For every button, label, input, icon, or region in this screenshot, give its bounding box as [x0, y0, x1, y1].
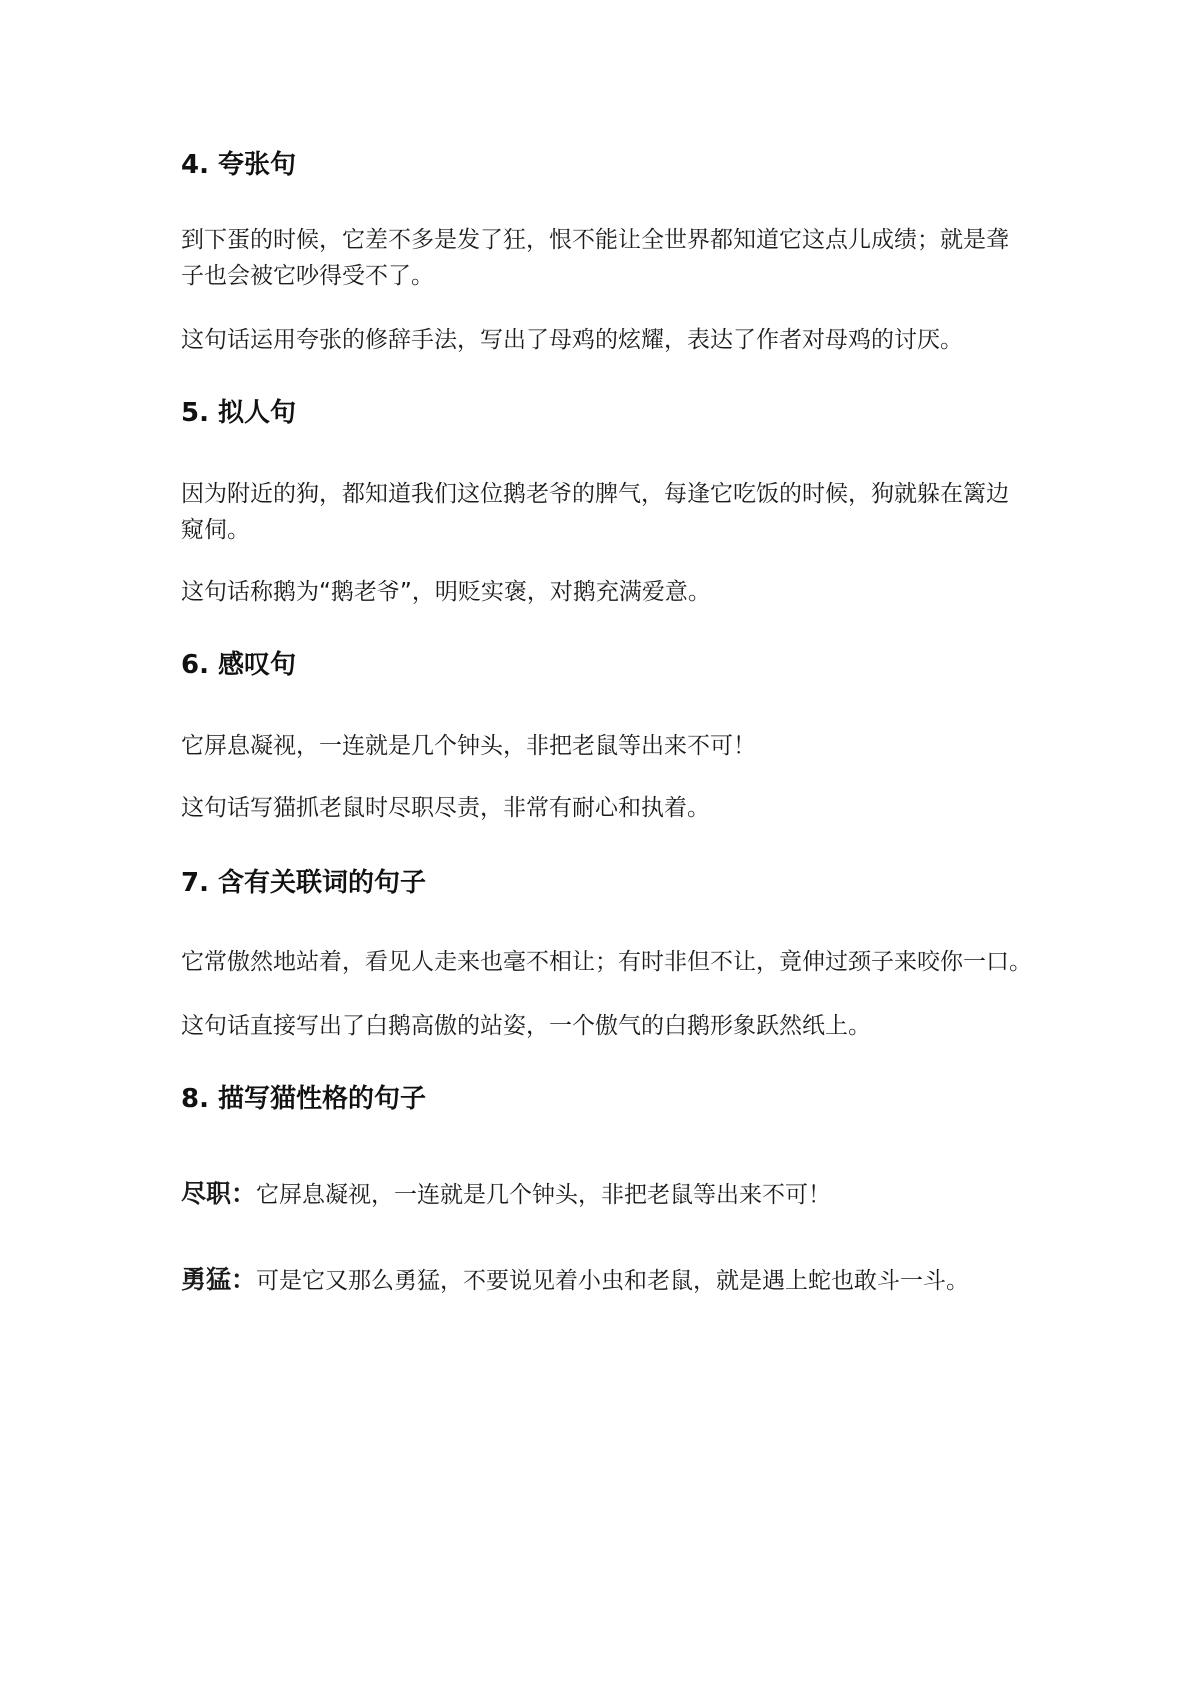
trait-text: 可是它又那么勇猛，不要说见着小虫和老鼠，就是遇上蛇也敢斗一斗。	[256, 1268, 970, 1294]
analysis-4: 这句话运用夸张的修辞手法，写出了母鸡的炫耀，表达了作者对母鸡的讨厌。	[181, 327, 963, 353]
analysis-5: 这句话称鹅为“鹅老爷”，明贬实褒，对鹅充满爱意。	[181, 579, 711, 605]
trait-label: 勇猛：	[181, 1265, 257, 1294]
section-heading-5: 5. 拟人句	[181, 398, 297, 428]
section-heading-6: 6. 感叹句	[181, 650, 297, 680]
trait-item-dutiful	[181, 1176, 1021, 1213]
section-heading-4: 4. 夸张句	[181, 150, 297, 180]
example-sentence-4: 到下蛋的时候，它差不多是发了狂，恨不能让全世界都知道它这点儿成绩；就是聋子也会被它吵得受不了。	[181, 227, 1009, 289]
analysis-6: 这句话写猫抓老鼠时尽职尽责，非常有耐心和执着。	[181, 795, 710, 821]
example-sentence-7: 它常傲然地站着，看见人走来也毫不相让；有时非但不让，竟伸过颈子来咬你一口。	[181, 949, 1032, 975]
trait-label: 尽职：	[181, 1179, 257, 1208]
example-sentence-5: 因为附近的狗，都知道我们这位鹅老爷的脾气，每逢它吃饭的时候，狗就躲在篱边窥伺。	[181, 481, 1009, 543]
example-sentence-6: 它屏息凝视，一连就是几个钟头，非把老鼠等出来不可！	[181, 733, 756, 759]
analysis-7: 这句话直接写出了白鹅高傲的站姿，一个傲气的白鹅形象跃然纸上。	[181, 1013, 871, 1039]
section-heading-8: 8. 描写猫性格的句子	[181, 1084, 427, 1114]
trait-item-brave	[181, 1262, 1021, 1299]
section-heading-7: 7. 含有关联词的句子	[181, 868, 427, 898]
trait-text: 它屏息凝视，一连就是几个钟头，非把老鼠等出来不可！	[256, 1182, 832, 1208]
